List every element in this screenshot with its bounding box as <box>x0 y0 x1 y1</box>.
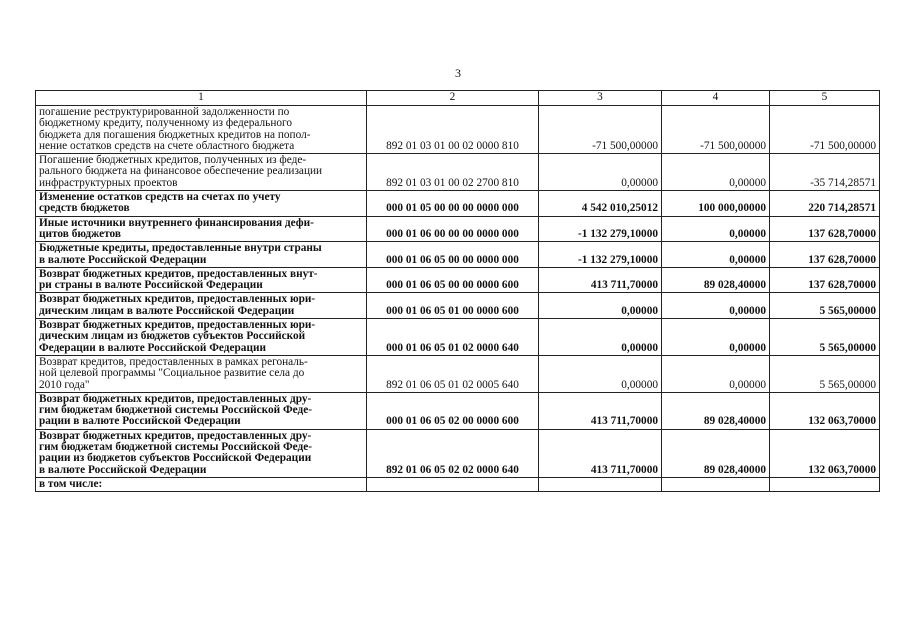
amount-column-3: 4 542 010,25012 <box>539 191 662 217</box>
row-description <box>36 319 367 356</box>
description-line: в валюте Российской Федерации <box>39 463 207 476</box>
row-description <box>36 477 367 491</box>
budget-classification-code: 000 01 06 05 01 02 0000 640 <box>367 319 539 356</box>
amount-column-3: 0,00000 <box>539 154 662 191</box>
column-header-2: 2 <box>367 91 539 106</box>
description-line: Возврат бюджетных кредитов, предоставленных дру- <box>39 392 312 405</box>
amount-column-5: 137 628,70000 <box>770 216 880 242</box>
description-line: в валюте Российской Федерации <box>39 253 207 266</box>
amount-column-3 <box>539 477 662 491</box>
amount-column-4: 0,00000 <box>662 355 770 392</box>
table-row <box>36 216 880 242</box>
description-line: инфраструктурных проектов <box>39 176 178 189</box>
description-line: рального бюджета на финансовое обеспечение реализации <box>39 165 323 178</box>
description-line: Иные источники внутреннего финансирования дефи- <box>39 216 314 229</box>
row-description <box>36 293 367 319</box>
description-line: в том числе: <box>39 477 103 490</box>
table-row <box>36 106 880 154</box>
amount-column-4: 0,00000 <box>662 216 770 242</box>
table-row <box>36 242 880 268</box>
row-description <box>36 216 367 242</box>
amount-column-5: 132 063,70000 <box>770 429 880 477</box>
description-line: бюджетному кредиту, полученному из федерального <box>39 117 293 130</box>
budget-classification-code: 000 01 06 05 00 00 0000 600 <box>367 267 539 293</box>
amount-column-5: 137 628,70000 <box>770 242 880 268</box>
budget-classification-code <box>367 477 539 491</box>
description-line: ри страны в валюте Российской Федерации <box>39 279 263 292</box>
row-description <box>36 154 367 191</box>
amount-column-5 <box>770 477 880 491</box>
description-line: Бюджетные кредиты, предоставленные внутри страны <box>39 242 322 255</box>
budget-classification-code: 000 01 05 00 00 00 0000 000 <box>367 191 539 217</box>
page-number: 3 <box>455 66 461 80</box>
row-description <box>36 429 367 477</box>
column-header-1: 1 <box>36 91 367 106</box>
amount-column-5: 132 063,70000 <box>770 392 880 429</box>
amount-column-3: 0,00000 <box>539 293 662 319</box>
amount-column-5: 220 714,28571 <box>770 191 880 217</box>
budget-classification-code: 892 01 06 05 02 02 0000 640 <box>367 429 539 477</box>
table-row <box>36 429 880 477</box>
amount-column-3: 413 711,70000 <box>539 392 662 429</box>
table-row <box>36 154 880 191</box>
description-line: 2010 года" <box>39 378 90 391</box>
table-row <box>36 477 880 491</box>
table-row <box>36 319 880 356</box>
amount-column-4: 89 028,40000 <box>662 392 770 429</box>
amount-column-5: 5 565,00000 <box>770 319 880 356</box>
description-line: рации в валюте Российской Федерации <box>39 415 241 428</box>
description-line: Федерации в валюте Российской Федерации <box>39 341 266 354</box>
budget-sources-table <box>35 90 880 492</box>
budget-classification-code: 000 01 06 05 01 00 0000 600 <box>367 293 539 319</box>
amount-column-4 <box>662 477 770 491</box>
table-row <box>36 392 880 429</box>
amount-column-5: 137 628,70000 <box>770 267 880 293</box>
amount-column-4: -71 500,00000 <box>662 106 770 154</box>
row-description <box>36 191 367 217</box>
description-line: Возврат бюджетных кредитов, предоставленных дру- <box>39 429 312 442</box>
description-line: погашение реструктурированной задолженности по <box>39 106 290 118</box>
description-line: гим бюджетам бюджетной системы Российской Феде- <box>39 441 313 454</box>
amount-column-4: 0,00000 <box>662 319 770 356</box>
row-description <box>36 355 367 392</box>
amount-column-4: 0,00000 <box>662 242 770 268</box>
row-description <box>36 392 367 429</box>
amount-column-5: 5 565,00000 <box>770 355 880 392</box>
description-line: рации из бюджетов субъектов Российской Федерации <box>39 452 312 465</box>
amount-column-5: -71 500,00000 <box>770 106 880 154</box>
budget-classification-code: 892 01 03 01 00 02 0000 810 <box>367 106 539 154</box>
row-description <box>36 242 367 268</box>
budget-classification-code: 892 01 06 05 01 02 0005 640 <box>367 355 539 392</box>
row-description <box>36 106 367 154</box>
amount-column-5: 5 565,00000 <box>770 293 880 319</box>
budget-classification-code: 000 01 06 05 02 00 0000 600 <box>367 392 539 429</box>
description-line: Изменение остатков средств на счетах по учету <box>39 191 281 204</box>
amount-column-4: 89 028,40000 <box>662 267 770 293</box>
description-line: гим бюджетам бюджетной системы Российской Феде- <box>39 404 313 417</box>
amount-column-3: -71 500,00000 <box>539 106 662 154</box>
table-row <box>36 267 880 293</box>
description-line: Возврат кредитов, предоставленных в рамках регональ- <box>39 355 308 368</box>
column-header-4: 4 <box>662 91 770 106</box>
amount-column-3: 413 711,70000 <box>539 429 662 477</box>
table-header-row <box>36 91 880 106</box>
description-line: ной целевой программы "Социальное развитие села до <box>39 367 305 380</box>
description-line: средств бюджетов <box>39 202 130 215</box>
amount-column-3: -1 132 279,10000 <box>539 216 662 242</box>
description-line: Погашение бюджетных кредитов, полученных из феде- <box>39 154 307 167</box>
table-row <box>36 191 880 217</box>
amount-column-4: 0,00000 <box>662 154 770 191</box>
budget-classification-code: 892 01 03 01 00 02 2700 810 <box>367 154 539 191</box>
amount-column-5: -35 714,28571 <box>770 154 880 191</box>
row-description <box>36 267 367 293</box>
table-body <box>36 106 880 492</box>
table-row <box>36 355 880 392</box>
description-line: бюджета для погашения бюджетных кредитов на попол- <box>39 128 311 141</box>
description-line: дическим лицам из бюджетов субъектов Российской <box>39 330 306 343</box>
description-line: Возврат бюджетных кредитов, предоставленных юри- <box>39 319 316 332</box>
amount-column-3: 0,00000 <box>539 355 662 392</box>
table-row <box>36 293 880 319</box>
column-header-5: 5 <box>770 91 880 106</box>
budget-classification-code: 000 01 06 00 00 00 0000 000 <box>367 216 539 242</box>
amount-column-4: 89 028,40000 <box>662 429 770 477</box>
description-line: Возврат бюджетных кредитов, предоставленных внут- <box>39 267 318 280</box>
amount-column-4: 0,00000 <box>662 293 770 319</box>
description-line: дическим лицам в валюте Российской Федерации <box>39 304 295 317</box>
description-line: нение остатков средств на счете областного бюджета <box>39 139 295 152</box>
amount-column-4: 100 000,00000 <box>662 191 770 217</box>
column-header-3: 3 <box>539 91 662 106</box>
amount-column-3: -1 132 279,10000 <box>539 242 662 268</box>
amount-column-3: 0,00000 <box>539 319 662 356</box>
description-line: Возврат бюджетных кредитов, предоставленных юри- <box>39 293 316 306</box>
description-line: цитов бюджетов <box>39 227 121 240</box>
budget-classification-code: 000 01 06 05 00 00 0000 000 <box>367 242 539 268</box>
amount-column-3: 413 711,70000 <box>539 267 662 293</box>
